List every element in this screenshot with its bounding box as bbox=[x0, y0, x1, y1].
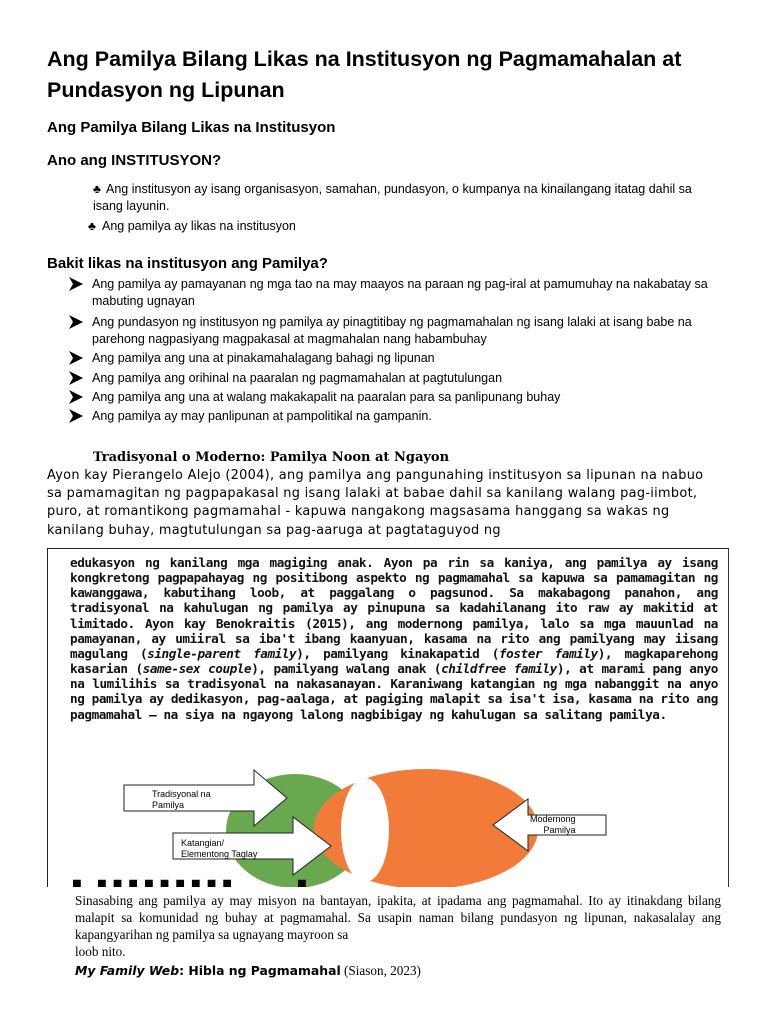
overlap-area bbox=[341, 778, 389, 882]
label-traditional: Tradisyonal na Pamilya bbox=[152, 789, 211, 810]
arrow-bullet-icon bbox=[68, 351, 84, 365]
paragraph-misyon-end: loob nito. bbox=[75, 944, 126, 959]
subheading-likas: Ang Pamilya Bilang Likas na Institusyon bbox=[47, 119, 336, 136]
cropped-text-line: ■ ■ ■ ■ ■ ■ ■ ■ ■ ■ ■ bbox=[73, 876, 306, 887]
section-heading: Tradisyonal o Moderno: Pamilya Noon at Ngayon bbox=[93, 450, 450, 465]
scanned-image bbox=[47, 548, 729, 887]
club-icon: ♣ bbox=[88, 219, 96, 233]
citation: My Family Web: Hibla ng Pagmamahal (Siason, 2023) bbox=[75, 963, 421, 978]
paragraph-alejo: Ayon kay Pierangelo Alejo (2004), ang pamilya ang pangunahing institusyon sa lipunan na nabuo sa pamamagitan ng pagpapakasal ng isang lalaki at babae dahil sa kanilang walang pag-iimbot, puro, at romantikong pagmamahal - kapuwa nangakong magsasama hanggang sa wakas ng kanilang buhay, magtutulungan sa pag-aaruga at pagtataguyod ng bbox=[47, 468, 704, 538]
paragraph-misyon: Sinasabing ang pamilya ay may misyon na bantayan, ipakita, at ipadama ang pagmamahal. Ito ay itinakdang bilang malapit sa komunidad ng buhay at pagmamahal. Sa usapin naman bilang pundasyon ng lipunan, nakasalalay ang kapangyarihan ng pamilya sa ugnayang mayroon sa bbox=[75, 893, 721, 942]
arrow-bullet-icon bbox=[68, 277, 84, 291]
arrow-bullet-icon bbox=[68, 390, 84, 404]
scanned-paragraph: edukasyon ng kanilang mga magiging anak. Ayon pa rin sa kaniya, ang pamilya ay isang kongkretong pagpapahayag ng positibong aspekto ng pagmamahal sa kapuwa sa pamamagitan ng kawanggawa, kabutihang loob, at paggalang o pagsunod. Sa makabagong panahon, ang tradisyonal na kahulugan ng pamilya ay pinupuna sa kadahilanang ito raw ay makitid at limitado. Ayon kay Benokraitis (2015), ang modernong pamilya, lalo sa mga mauunlad na pamayanan, ay umiiral sa iba't ibang kaanyuan, kasama na rito ang pamilyang may iisang magulang (single-parent family), pamilyang kinakapatid (foster family), magkaparehong kasarian (same-sex couple), pamilyang walang anak (childfree family), at marami pang anyo na lumilihis sa tradisyonal na nakasanayan. Karaniwang katangian ng mga nabanggit na anyo ng pamilya ay dedikasyon, pag-aalaga, at pagiging malapit sa isa't isa, kasama na rito ang pagmamahal – na siya na ngayong lalong nagbibigay ng kahulugan sa salitang pamilya. bbox=[70, 555, 718, 722]
arrow-bullet-icon bbox=[68, 371, 84, 385]
arrow-bullet-icon bbox=[68, 315, 84, 329]
document-title: Ang Pamilya Bilang Likas na Institusyon ng Pagmamahalan at Pundasyon ng Lipunan bbox=[47, 47, 682, 102]
subheading-institusyon: Ano ang INSTITUSYON? bbox=[47, 152, 222, 169]
list-item: ♣ Ang pamilya ay likas na institusyon bbox=[88, 219, 296, 233]
arrow-bullet-icon bbox=[68, 409, 84, 423]
subheading-bakit: Bakit likas na institusyon ang Pamilya? bbox=[47, 255, 328, 272]
list-item: ♣ Ang institusyon ay isang organisasyon, samahan, pundasyon, o kumpanya na kinailangang itatag dahil sa isang layunin. bbox=[93, 182, 692, 213]
club-icon: ♣ bbox=[93, 182, 101, 196]
venn-diagram bbox=[48, 549, 728, 887]
label-modern: Modernong Pamilya bbox=[530, 814, 576, 835]
label-katangian: Katangian/ Elementong Taglay bbox=[181, 838, 258, 859]
